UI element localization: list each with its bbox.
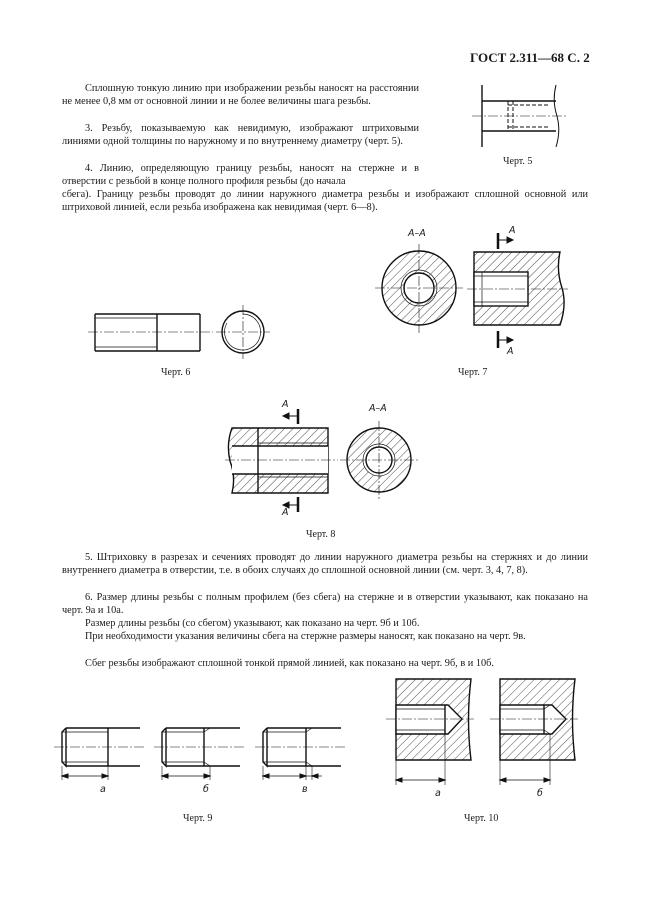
fig9-label-v: в — [302, 784, 308, 795]
paragraph-3: 3. Резьбу, показываемую как невидимую, изображают штриховыми линиями одной толщины по наружному и по внутреннему диаметру (черт. 5). — [62, 123, 419, 148]
page-header: ГОСТ 2.311—68 С. 2 — [470, 50, 590, 65]
paragraph-4a: 4. Линию, определяющую границу резьбы, наносят на стержне и в отверстии с резьбой в конце полного профиля резьбы (до начала — [62, 163, 419, 188]
fig10-label-a: а — [435, 788, 441, 799]
fig8-cut-mark-bottom: А — [282, 507, 289, 518]
fig5-drawing — [472, 85, 566, 147]
fig8-drawing — [225, 409, 418, 512]
paragraph-6b: Размер длины резьбы (со сбегом) указывают, как показано на черт. 9б и 10б. — [85, 618, 420, 629]
paragraph-6c: При необходимости указания величины сбега на стержне размеры наносят, как показано на черт. 9в. — [85, 631, 526, 642]
fig10-label-b: б — [537, 788, 543, 799]
fig7-cut-mark-bottom: А — [507, 346, 514, 357]
fig7-caption: Черт. 7 — [458, 367, 488, 378]
fig9-caption: Черт. 9 — [183, 813, 213, 824]
fig10-drawing — [386, 679, 578, 785]
paragraph-4b: сбега). Границу резьбы проводят до линии наружного диаметра резьбы и изображают сплошной основной или штриховой линией, если резьба изображена как невидимая (черт. 6—8). — [62, 189, 588, 214]
paragraph-5: 5. Штриховку в разрезах и сечениях проводят до линии наружного диаметра резьбы на стержнях и до линии внутреннего диаметра в отверстии, т.е. в обоих случаях до сплошной основной линии (см. черт. 3, 4, 7, 8). — [62, 552, 588, 577]
fig10-caption: Черт. 10 — [464, 813, 499, 824]
fig9-drawing — [54, 728, 346, 780]
fig8-section-title: А–А — [369, 403, 387, 414]
fig8-caption: Черт. 8 — [306, 529, 336, 540]
fig9-label-a: а — [100, 784, 106, 795]
paragraph-6d: Сбег резьбы изображают сплошной тонкой прямой линией, как показано на черт. 9б, в и 10б. — [85, 658, 494, 669]
fig7-section-title: А–А — [408, 228, 426, 239]
fig9-label-b: б — [203, 784, 209, 795]
fig8-cut-mark-top: А — [282, 399, 289, 410]
paragraph-1: Сплошную тонкую линию при изображении резьбы наносят на расстоянии не менее 0,8 мм от основной линии и не более величины шага резьбы. — [62, 83, 419, 108]
fig6-drawing — [88, 305, 270, 359]
fig5-caption: Черт. 5 — [503, 156, 533, 167]
fig7-cut-mark-top: А — [509, 225, 516, 236]
paragraph-6: 6. Размер длины резьбы с полным профилем (без сбега) на стержне и в отверстии указывают, как показано на черт. 9а и 10а. — [62, 592, 588, 617]
fig6-caption: Черт. 6 — [161, 367, 191, 378]
fig7-drawing — [375, 233, 568, 348]
